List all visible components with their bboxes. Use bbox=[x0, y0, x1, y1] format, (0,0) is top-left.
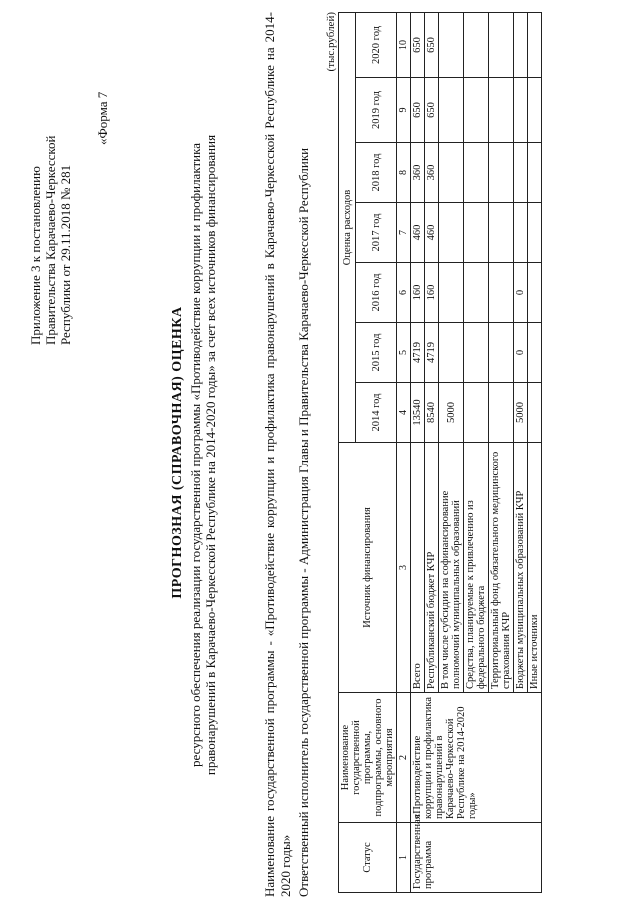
value-cell: 4719 bbox=[411, 323, 425, 383]
value-cell bbox=[439, 143, 464, 203]
source-cell: Всего bbox=[411, 443, 425, 693]
program-name-cell: «Противодействие коррупции и профилактика правонарушений в Карачаево-Черкесской Республике на 2014-2020 годы» bbox=[411, 693, 542, 823]
source-cell: Бюджеты муниципальных образований КЧР bbox=[514, 443, 528, 693]
value-cell: 5000 bbox=[514, 383, 528, 443]
value-cell bbox=[439, 78, 464, 143]
value-cell bbox=[439, 263, 464, 323]
value-cell bbox=[528, 203, 542, 263]
value-cell: 4719 bbox=[425, 323, 439, 383]
value-cell bbox=[514, 143, 528, 203]
value-cell: 8540 bbox=[425, 383, 439, 443]
appendix-reference bbox=[28, 15, 73, 345]
value-cell: 0 bbox=[514, 263, 528, 323]
value-cell bbox=[464, 143, 489, 203]
column-number: 3 bbox=[397, 443, 411, 693]
value-cell bbox=[489, 12, 514, 77]
appendix-line: Республики от 29.11.2018 № 281 bbox=[58, 164, 73, 345]
column-number: 10 bbox=[397, 12, 411, 77]
value-cell bbox=[528, 323, 542, 383]
header-year: 2015 год bbox=[356, 323, 397, 383]
column-number: 5 bbox=[397, 323, 411, 383]
executor-line: Ответственный исполнитель государственной программы - Администрация Главы и Правительства Карачаево-Черкесской Республики bbox=[296, 147, 311, 897]
table-body bbox=[411, 12, 542, 892]
value-cell bbox=[464, 383, 489, 443]
header-source: Источник финансирования bbox=[339, 443, 397, 693]
value-cell: 5000 bbox=[439, 383, 464, 443]
header-year: 2020 год bbox=[356, 12, 397, 77]
value-cell bbox=[489, 203, 514, 263]
value-cell bbox=[528, 143, 542, 203]
header-name: Наименование государственной программы, подпрограммы, основного мероприятия bbox=[339, 693, 397, 823]
value-cell bbox=[489, 263, 514, 323]
value-cell bbox=[464, 263, 489, 323]
value-cell: 13540 bbox=[411, 383, 425, 443]
value-cell bbox=[528, 383, 542, 443]
document-title: ПРОГНОЗНАЯ (СПРАВОЧНАЯ) ОЦЕНКА bbox=[170, 306, 185, 599]
value-cell: 460 bbox=[411, 203, 425, 263]
value-cell: 360 bbox=[425, 143, 439, 203]
appendix-line: Приложение 3 к постановлению bbox=[28, 166, 43, 345]
value-cell bbox=[489, 383, 514, 443]
header-year: 2017 год bbox=[356, 203, 397, 263]
value-cell bbox=[439, 323, 464, 383]
column-number: 9 bbox=[397, 78, 411, 143]
value-cell bbox=[514, 203, 528, 263]
units-label: (тыс.рублей) bbox=[325, 12, 337, 72]
column-number: 8 bbox=[397, 143, 411, 203]
value-cell bbox=[528, 78, 542, 143]
value-cell: 460 bbox=[425, 203, 439, 263]
value-cell bbox=[514, 78, 528, 143]
value-cell bbox=[489, 323, 514, 383]
column-number: 7 bbox=[397, 203, 411, 263]
value-cell: 650 bbox=[425, 12, 439, 77]
program-name-line: Наименование государственной программы - «Противодействие коррупции и профилактика правонарушений в Карачаево-Черкесской Республике на 2014-2020 годы» bbox=[262, 12, 293, 897]
resource-estimate-table bbox=[338, 12, 542, 893]
appendix-line: Правительства Карачаево-Черкесской bbox=[43, 135, 58, 345]
value-cell: 650 bbox=[425, 78, 439, 143]
subtitle-line: правонарушений в Карачаево-Черкесской Республике на 2014-2020 годы» за счет всех источников финансирования bbox=[203, 134, 218, 776]
value-cell: 160 bbox=[425, 263, 439, 323]
source-cell: В том числе субсидии на софинансирование полномочий муниципальных образований bbox=[439, 443, 464, 693]
value-cell bbox=[464, 203, 489, 263]
value-cell bbox=[489, 78, 514, 143]
value-cell: 360 bbox=[411, 143, 425, 203]
value-cell bbox=[439, 12, 464, 77]
value-cell bbox=[528, 12, 542, 77]
header-year: 2014 год bbox=[356, 383, 397, 443]
value-cell bbox=[439, 203, 464, 263]
status-cell: Государственная программа bbox=[411, 823, 542, 893]
header-status: Статус bbox=[339, 823, 397, 893]
source-cell: Иные источники bbox=[528, 443, 542, 693]
document-subtitle bbox=[188, 105, 218, 805]
value-cell: 650 bbox=[411, 78, 425, 143]
value-cell bbox=[489, 143, 514, 203]
column-number: 6 bbox=[397, 263, 411, 323]
source-cell: Территориальный фонд обязательного медицинского страхования КЧР bbox=[489, 443, 514, 693]
table-row bbox=[411, 12, 425, 892]
source-cell: Средства, планируемые к привлечению из федерального бюджета bbox=[464, 443, 489, 693]
header-estimate: Оценка расходов bbox=[339, 12, 356, 442]
form-label: «Форма 7 bbox=[95, 91, 110, 145]
value-cell bbox=[464, 78, 489, 143]
subtitle-line: ресурсного обеспечения реализации государственной программы «Противодействие коррупции и профилактика bbox=[188, 143, 203, 767]
header-year: 2018 год bbox=[356, 143, 397, 203]
value-cell bbox=[528, 263, 542, 323]
value-cell bbox=[514, 12, 528, 77]
value-cell: 160 bbox=[411, 263, 425, 323]
header-year: 2016 год bbox=[356, 263, 397, 323]
source-cell: Республиканский бюджет КЧР bbox=[425, 443, 439, 693]
column-number: 2 bbox=[397, 693, 411, 823]
value-cell: 650 bbox=[411, 12, 425, 77]
column-number: 4 bbox=[397, 383, 411, 443]
column-number-row bbox=[397, 12, 411, 892]
column-number: 1 bbox=[397, 823, 411, 893]
value-cell bbox=[464, 12, 489, 77]
value-cell: 0 bbox=[514, 323, 528, 383]
value-cell bbox=[464, 323, 489, 383]
header-year: 2019 год bbox=[356, 78, 397, 143]
